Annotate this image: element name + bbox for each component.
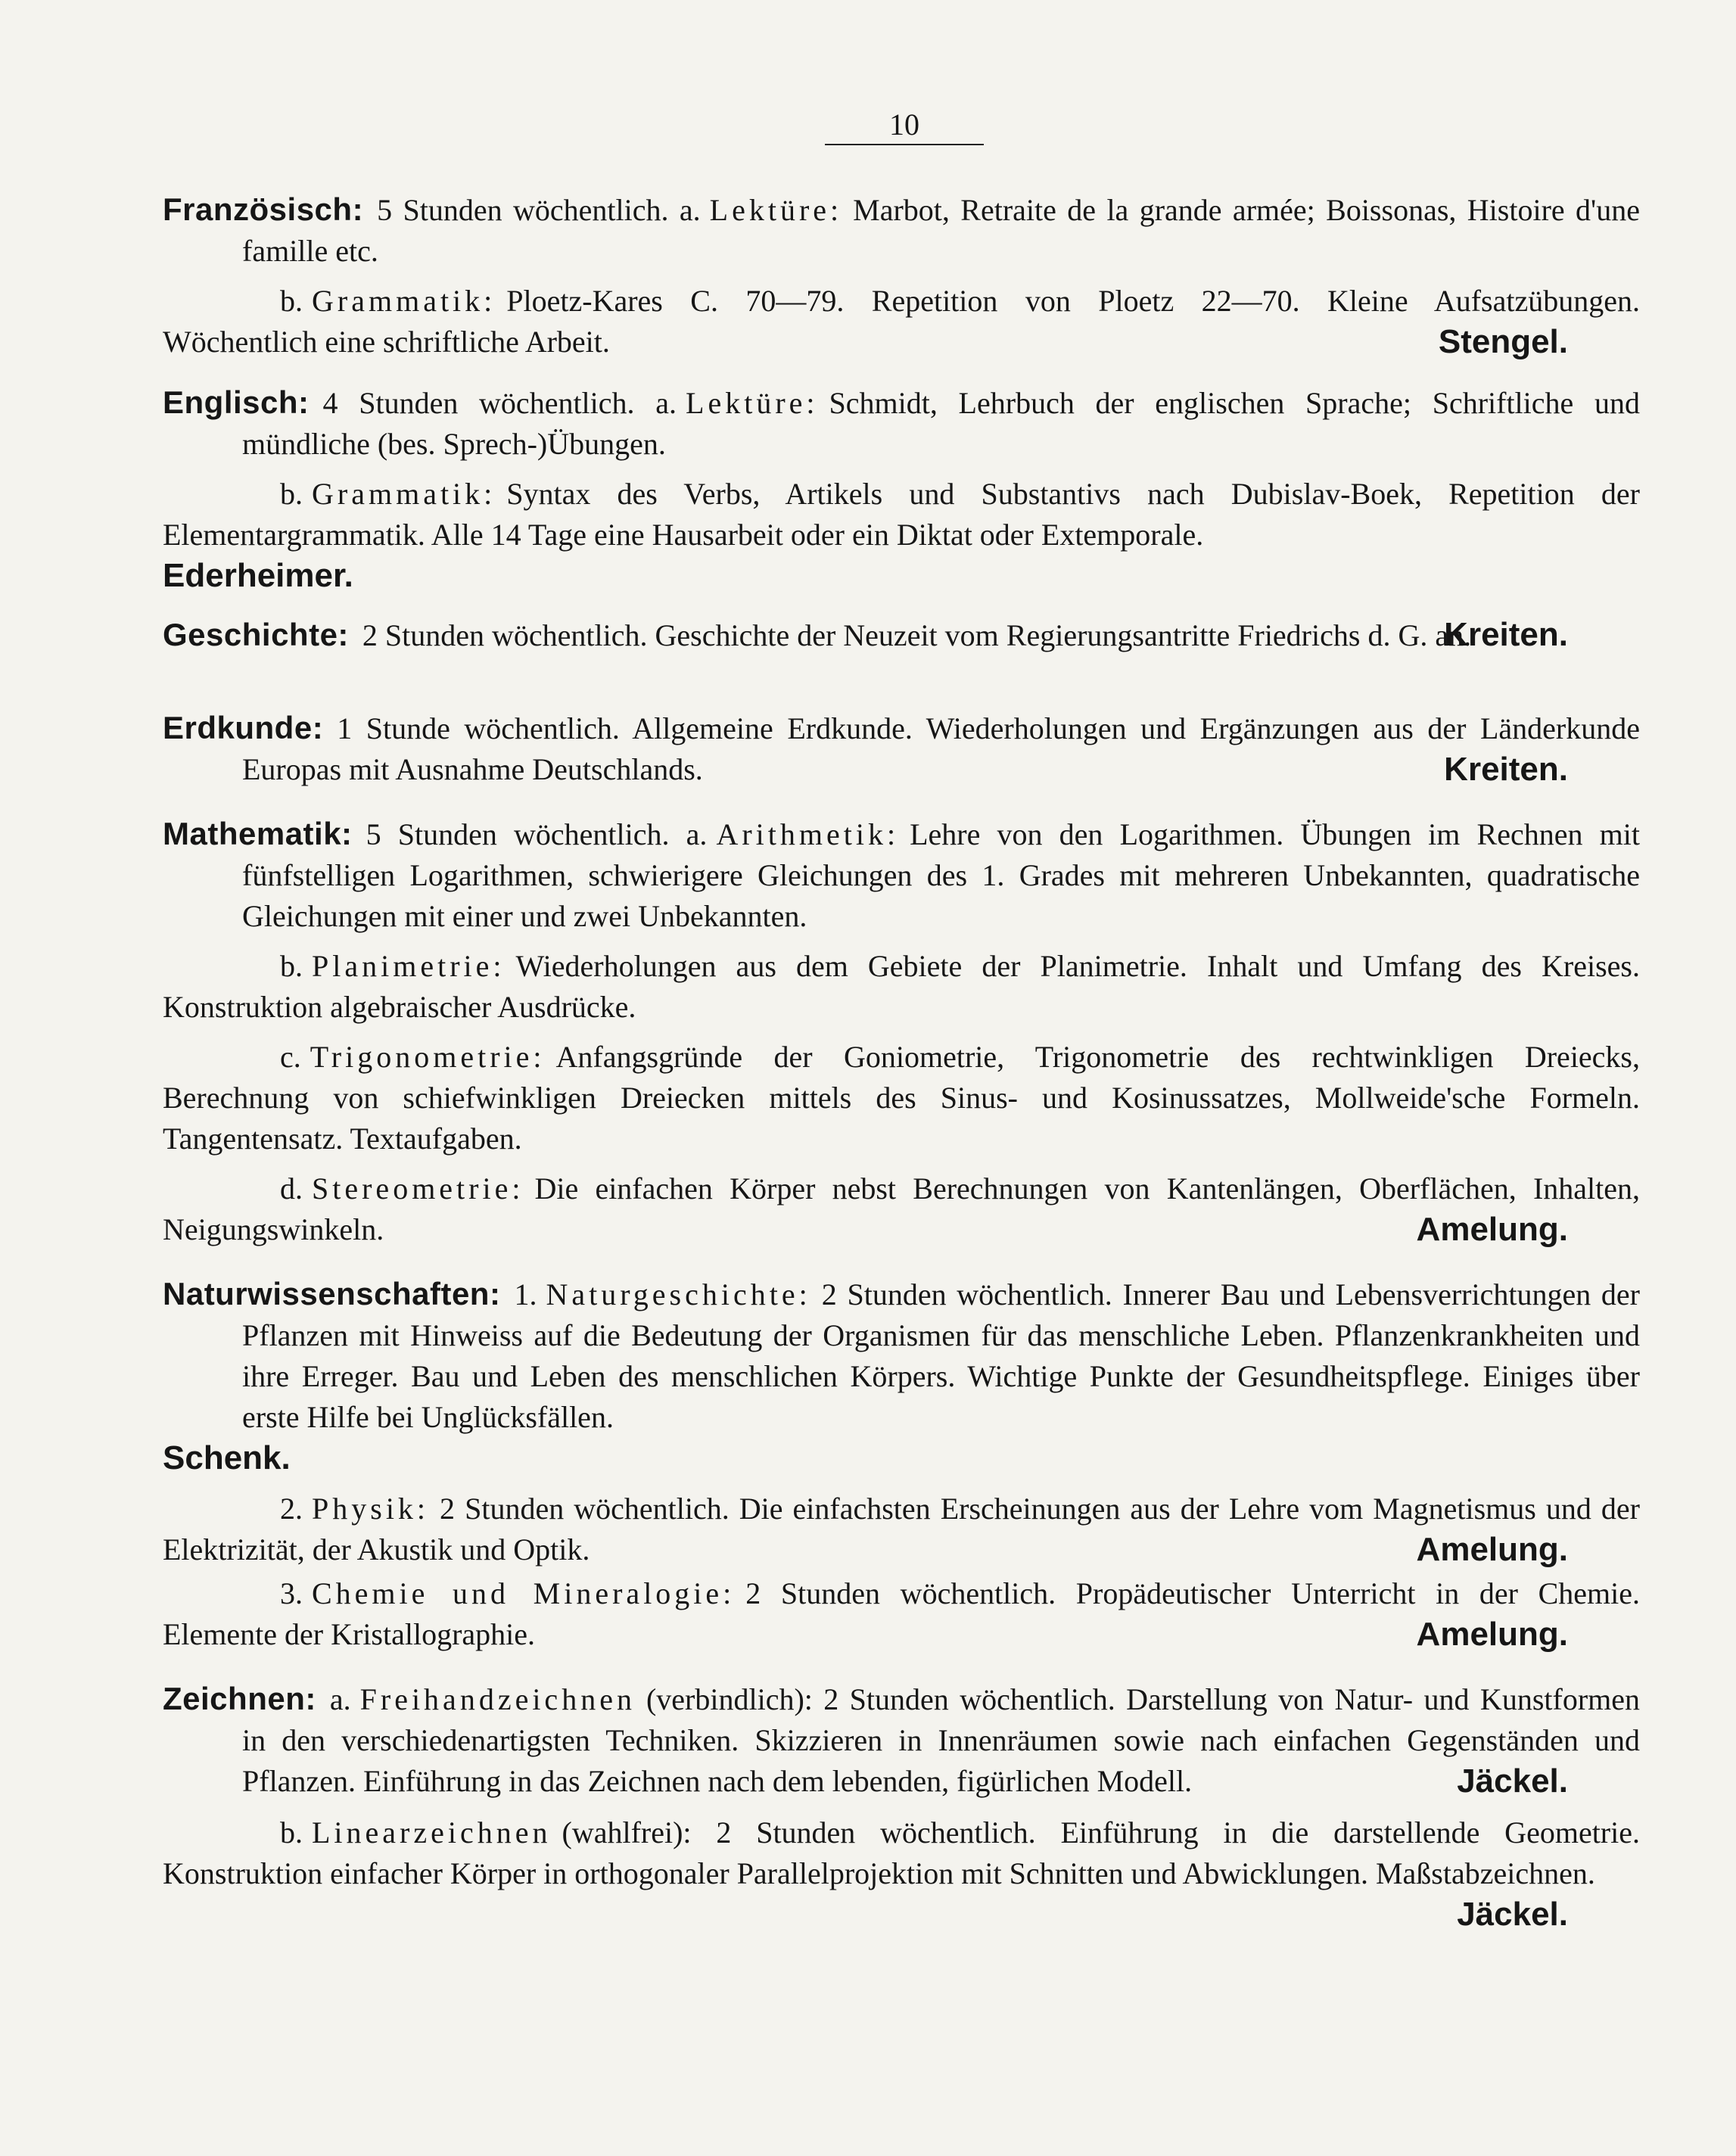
item-text: Marbot, Retraite de la grande armée; Boissonas, Histoire d'une famille etc. — [242, 193, 1641, 268]
hours-text: 5 Stunden wöchentlich. — [377, 193, 669, 227]
item-term: Chemie und Mineralogie: — [312, 1576, 736, 1610]
hours-text: 5 Stunden wöchentlich. — [366, 817, 670, 851]
natur-chemie — [163, 1573, 1640, 1655]
item-term: Physik: — [312, 1492, 430, 1526]
item-text: 2 Stunden wöchentlich. Propädeutischer Unterricht in der Chemie. Elemente der Kristallographie. — [163, 1576, 1641, 1651]
item-text: Schmidt, Lehrbuch der englischen Sprache; Schriftliche und mündliche (bes. Sprech-)Übungen. — [242, 386, 1640, 461]
item-marker: b. — [280, 284, 303, 318]
item-text: Anfangsgründe der Goniometrie, Trigonometrie des rechtwinkligen Dreiecks, Berechnung von schiefwinkligen Dreiecken mittels des Sinus- und Kosinussatzes, Mollweide'sche Formeln. Tangentensatz. Textaufgaben. — [163, 1040, 1640, 1156]
section-erdkunde — [163, 708, 1640, 790]
page-number: 10 — [825, 106, 984, 145]
item-marker: 3. — [280, 1576, 303, 1610]
teacher-name: Schenk. — [163, 1439, 291, 1476]
item-text: Lehre von den Logarithmen. Übungen im Rechnen mit fünfstelligen Logarithmen, schwierigere Gleichungen des 1. Grades mit mehreren Unbekannten, quadratische Gleichungen mit einer und zwei Unbekannten. — [242, 817, 1641, 933]
item-marker: c. — [280, 1040, 301, 1074]
teacher-name: Kreiten. — [1444, 616, 1568, 653]
teacher-name: Amelung. — [1416, 1211, 1568, 1248]
teacher-name: Stengel. — [1438, 323, 1568, 360]
section-geschichte — [163, 614, 1640, 656]
section-zeichnen — [163, 1678, 1640, 1935]
teacher-name: Jäckel. — [1457, 1762, 1568, 1800]
teacher-name: Amelung. — [1416, 1616, 1568, 1653]
item-term: Arithmetik: — [716, 817, 900, 851]
item-marker: a. — [686, 817, 708, 851]
item-term: Grammatik: — [312, 284, 496, 318]
section-heading: Geschichte: — [163, 617, 349, 652]
zeich-freihand — [163, 1678, 1640, 1802]
item-marker: b. — [280, 949, 303, 983]
teacher-line — [163, 1438, 1640, 1479]
teacher-name: Amelung. — [1416, 1531, 1568, 1568]
math-stereometrie — [163, 1168, 1640, 1250]
natur-physik — [163, 1489, 1640, 1570]
item-text: 2 Stunden wöchentlich. Geschichte der Neuzeit vom Regierungsantritte Friedrichs d. G. an. — [362, 618, 1472, 652]
section-heading: Französisch: — [163, 191, 364, 227]
teacher-name: Ederheimer. — [163, 557, 353, 594]
item-term: Trigonometrie: — [310, 1040, 546, 1074]
item-term: Lektüre: — [709, 193, 843, 227]
item-term: Planimetrie: — [312, 949, 506, 983]
section-englisch — [163, 382, 1640, 597]
franz-grammatik — [163, 281, 1640, 362]
item-term: Grammatik: — [312, 477, 496, 511]
teacher-name: Jäckel. — [1457, 1896, 1568, 1933]
section-franzoesisch — [163, 189, 1640, 362]
section-heading: Zeichnen: — [163, 1681, 316, 1716]
section-mathematik — [163, 814, 1640, 1250]
item-text: 2 Stunden wöchentlich. Innerer Bau und Lebensverrichtungen der Pflanzen mit Hinweiss auf die Bedeutung der Organismen für das menschliche Leben. Pflanzenkrankheiten und ihre Erreger. Bau und Leben des menschlichen Körpers. Wichtige Punkte der Gesundheitspflege. Einiges über erste Hilfe bei Unglücksfällen. — [242, 1277, 1640, 1434]
zeich-linear — [163, 1812, 1640, 1933]
math-planimetrie — [163, 946, 1640, 1028]
item-marker: b. — [280, 477, 303, 511]
teacher-name: Kreiten. — [1444, 751, 1568, 788]
item-text: Wiederholungen aus dem Gebiete der Planimetrie. Inhalt und Umfang des Kreises. Konstruktion algebraischer Ausdrücke. — [163, 949, 1640, 1024]
natur-naturgeschichte — [163, 1274, 1640, 1438]
math-trigonometrie — [163, 1037, 1640, 1159]
item-text: (verbindlich): 2 Stunden wöchentlich. Darstellung von Natur- und Kunstformen in den verschiedenartigsten Techniken. Skizzieren in Innenräumen sowie nach einfachen Gegenständen und Pflanzen. Einführung in das Zeichnen nach dem lebenden, figürlichen Modell. — [242, 1682, 1640, 1798]
section-naturwissenschaften — [163, 1274, 1640, 1655]
item-term: Lektüre: — [686, 386, 819, 420]
item-marker: 2. — [280, 1492, 303, 1526]
math-arithmetik — [163, 814, 1640, 937]
section-heading: Erdkunde: — [163, 710, 324, 745]
gesch-text — [163, 614, 1640, 656]
teacher-line — [163, 555, 1640, 597]
section-heading: Mathematik: — [163, 816, 353, 851]
item-marker: b. — [280, 1815, 303, 1850]
item-text: (wahlfrei): 2 Stunden wöchentlich. Einführung in die darstellende Geometrie. Konstruktion einfacher Körper in orthogonaler Parallelprojektion mit Schnitten und Abwicklungen. Maßstabzeichnen. — [163, 1815, 1640, 1890]
item-marker: 1. — [514, 1277, 537, 1311]
item-text: Die einfachen Körper nebst Berechnungen von Kantenlängen, Oberflächen, Inhalten, Neigungswinkeln. — [163, 1171, 1640, 1246]
item-term: Linearzeichnen — [312, 1815, 552, 1850]
item-text: 1 Stunde wöchentlich. Allgemeine Erdkunde. Wiederholungen und Ergänzungen aus der Länderkunde Europas mit Ausnahme Deutschlands. — [242, 711, 1640, 786]
item-text: Ploetz-Kares C. 70—79. Repetition von Ploetz 22—70. Kleine Aufsatzübungen. Wöchentlich eine schriftliche Arbeit. — [163, 284, 1640, 359]
franz-lektuere — [163, 189, 1640, 272]
item-term: Freihandzeichnen — [359, 1682, 636, 1716]
section-heading: Englisch: — [163, 384, 310, 420]
engl-grammatik — [163, 474, 1640, 555]
item-marker: d. — [280, 1171, 303, 1206]
erdk-text — [163, 708, 1640, 790]
section-heading: Naturwissenschaften: — [163, 1276, 501, 1311]
hours-text: 4 Stunden wöchentlich. — [322, 386, 635, 420]
item-marker: a. — [679, 193, 701, 227]
item-text: 2 Stunden wöchentlich. Die einfachsten Erscheinungen aus der Lehre vom Magnetismus und der Elektrizität, der Akustik und Optik. — [163, 1492, 1640, 1566]
item-term: Naturgeschichte: — [546, 1277, 811, 1311]
item-term: Stereometrie: — [312, 1171, 524, 1206]
item-marker: a. — [655, 386, 677, 420]
item-marker: a. — [329, 1682, 351, 1716]
item-text: Syntax des Verbs, Artikels und Substantivs nach Dubislav-Boek, Repetition der Elementargrammatik. Alle 14 Tage eine Hausarbeit oder ein Diktat oder Extemporale. — [163, 477, 1640, 552]
engl-lektuere — [163, 382, 1640, 465]
